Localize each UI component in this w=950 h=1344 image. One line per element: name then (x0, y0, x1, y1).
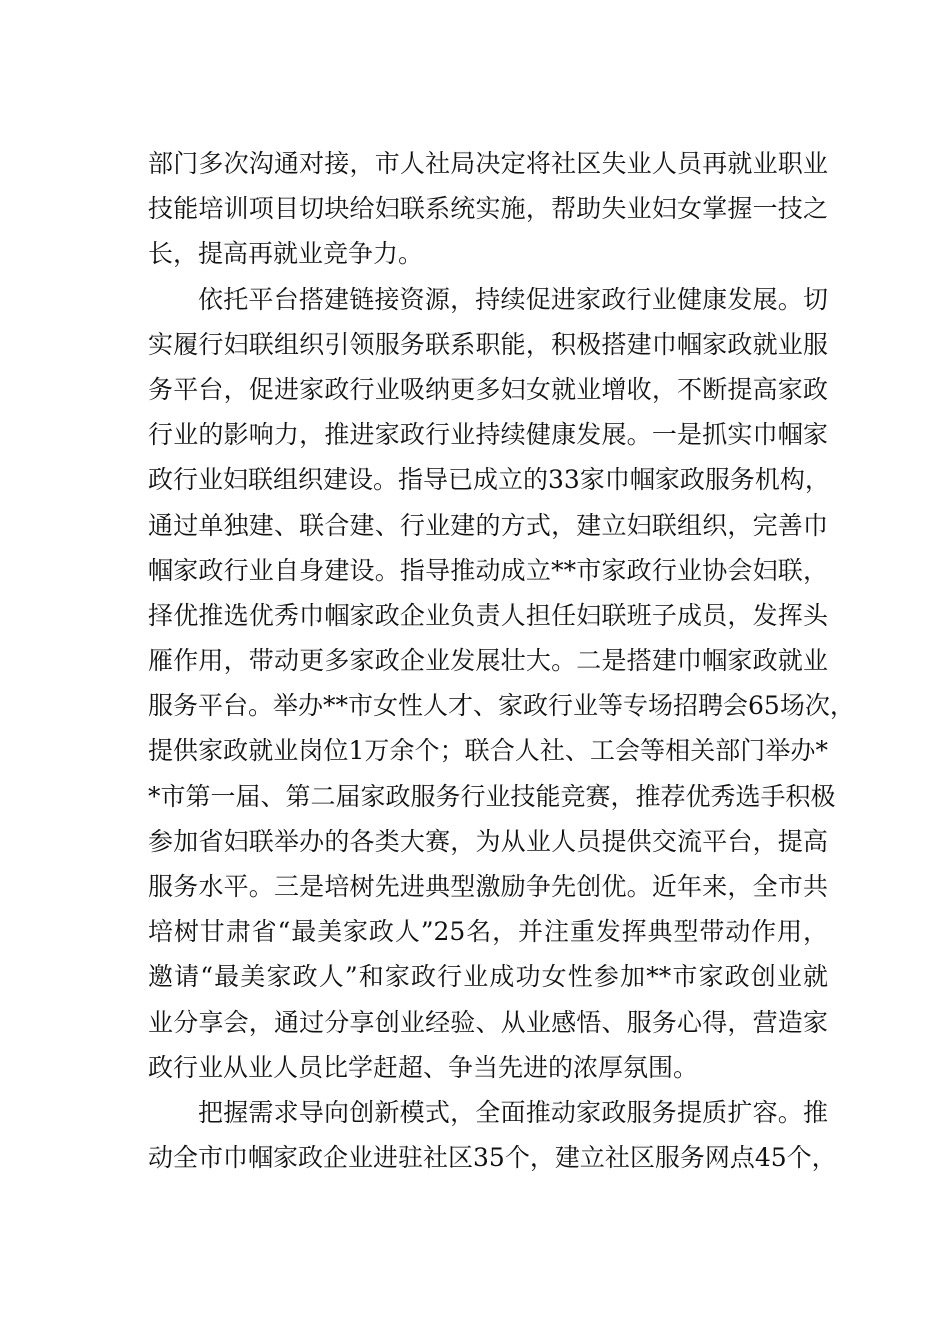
text-line: 雁作用，带动更多家政企业发展壮大。二是搭建巾帼家政就业 (148, 646, 828, 676)
text-line: 长，提高再就业竞争力。 (148, 239, 424, 269)
text-line: 帼家政行业自身建设。指导推动成立**市家政行业协会妇联， (148, 555, 828, 585)
text-line: 业分享会，通过分享创业经验、从业感悟、服务心得，营造家 (148, 1007, 828, 1037)
text-line: 政行业从业人员比学赶超、争当先进的浓厚氛围。 (148, 1052, 699, 1082)
text-line: 技能培训项目切块给妇联系统实施，帮助失业妇女掌握一技之 (148, 194, 828, 224)
text-line: 把握需求导向创新模式，全面推动家政服务提质扩容。推 (198, 1097, 828, 1127)
text-line: 务平台，促进家政行业吸纳更多妇女就业增收，不断提高家政 (148, 374, 828, 404)
text-line: 动全市巾帼家政企业进驻社区35个，建立社区服务网点45个， (148, 1143, 837, 1173)
body-text (148, 141, 855, 1180)
text-line: 服务水平。三是培树先进典型激励争先创优。近年来，全市共 (148, 872, 828, 901)
text-line: 培树甘肃省“最美家政人”25名，并注重发挥典型带动作用， (148, 917, 828, 947)
text-line: 部门多次沟通对接，市人社局决定将社区失业人员再就业职业 (148, 149, 828, 178)
text-line: 提供家政就业岗位1万余个；联合人社、工会等相关部门举办* (148, 736, 828, 766)
text-line: *市第一届、第二届家政服务行业技能竞赛，推荐优秀选手积极 (148, 781, 836, 811)
text-line: 邀请“最美家政人”和家政行业成功女性参加**市家政创业就 (148, 962, 828, 992)
text-line: 依托平台搭建链接资源，持续促进家政行业健康发展。切 (198, 284, 828, 314)
text-line: 服务平台。举办**市女性人才、家政行业等专场招聘会65场次， (148, 691, 855, 721)
text-line: 择优推选优秀巾帼家政企业负责人担任妇联班子成员，发挥头 (148, 600, 828, 630)
text-line: 政行业妇联组织建设。指导已成立的33家巾帼家政服务机构， (148, 465, 830, 495)
text-line: 参加省妇联举办的各类大赛，为从业人员提供交流平台，提高 (148, 826, 828, 856)
text-line: 实履行妇联组织引领服务联系职能，积极搭建巾帼家政就业服 (148, 329, 828, 359)
text-line: 行业的影响力，推进家政行业持续健康发展。一是抓实巾帼家 (148, 420, 828, 450)
text-line: 通过单独建、联合建、行业建的方式，建立妇联组织，完善巾 (148, 510, 828, 540)
